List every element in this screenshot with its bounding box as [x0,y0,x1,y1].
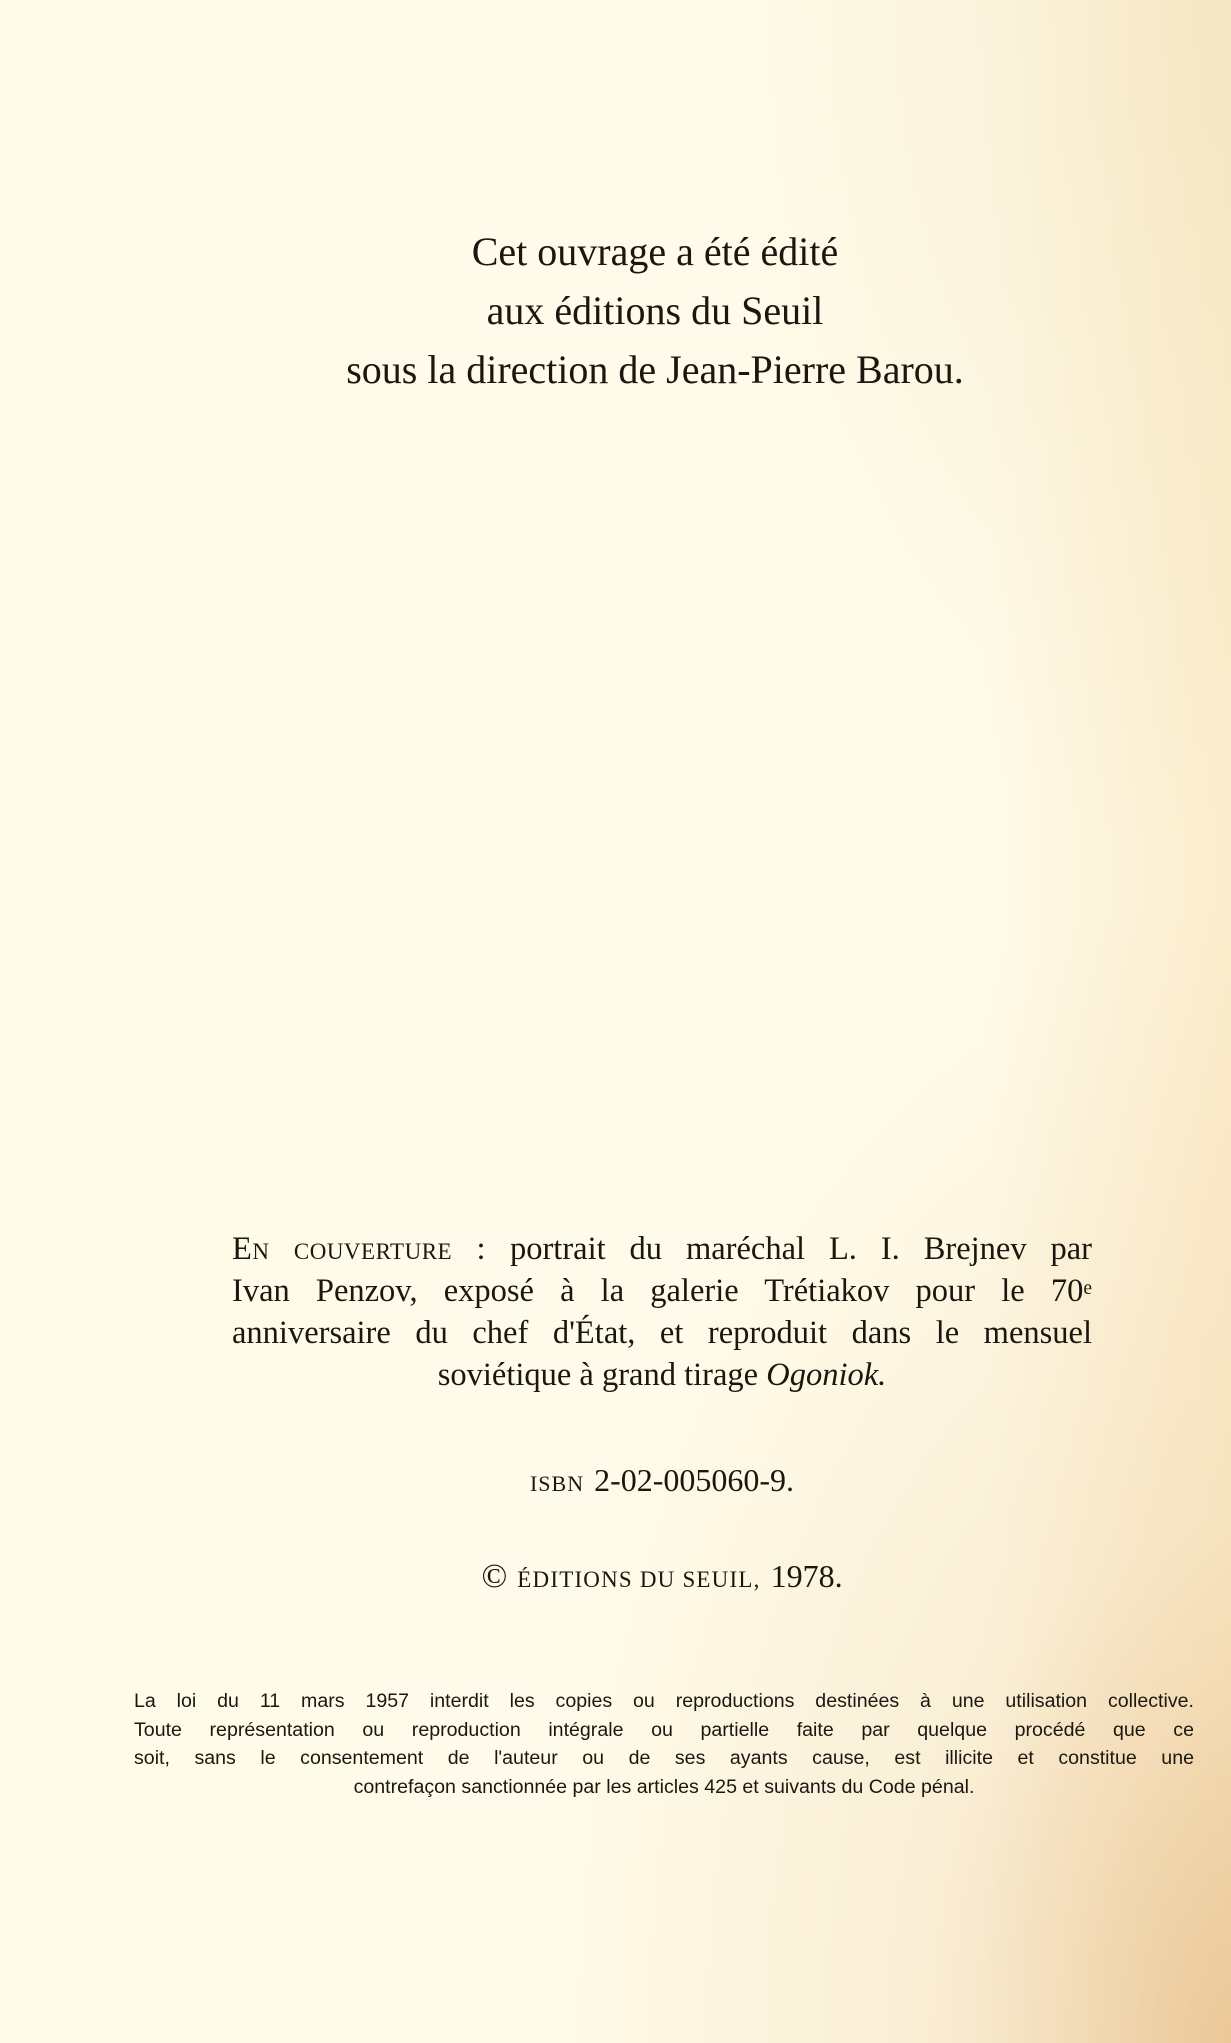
cover-label: En couverture : [232,1231,487,1267]
cover-line-1 [232,1228,1092,1270]
magazine-title: Ogoniok. [766,1357,887,1393]
legal-line-2: Toute représentation ou reproduction intégrale ou partielle faite par quelque procédé que ce [134,1718,1194,1741]
editorial-line-2: aux éditions du Seuil [486,288,824,333]
copyright-line [232,1556,1092,1600]
legal-line-3: soit, sans le consentement de l'auteur ou de ses ayants cause, est illicite et constitue une [134,1747,1194,1769]
isbn-value: 2-02-005060-9. [594,1462,795,1498]
copyright-symbol: © [481,1558,508,1595]
cover-line-2 [232,1270,1092,1312]
isbn-label: ISBN [529,1471,585,1496]
isbn-line [232,1460,1092,1504]
cover-line-4 [232,1354,1092,1396]
legal-notice [134,1687,1194,1801]
editorial-line-1: Cet ouvrage a été édité [471,229,839,274]
cover-credit [232,1228,1092,1396]
editorial-credit [260,222,1050,399]
legal-line-1: La loi du 11 mars 1957 interdit les copies ou reproductions destinées à une utilisation collective. [134,1690,1194,1712]
legal-line-4: contrefaçon sanctionnée par les articles 425 et suivants du Code pénal. [353,1775,975,1798]
cover-line-4-text: soviétique à grand tirage [437,1357,759,1393]
ordinal-superscript: e [1083,1278,1092,1300]
cover-line-2-text: Ivan Penzov, exposé à la galerie Trétiakov pour le 70 [232,1273,1084,1309]
cover-line-3: anniversaire du chef d'État, et reproduit dans le mensuel [232,1315,1092,1351]
cover-line-1-text: portrait du maréchal L. I. Brejnev par [509,1231,1092,1267]
copyright-publisher: ÉDITIONS DU SEUIL, [517,1567,761,1592]
editorial-line-3: sous la direction de Jean-Pierre Barou. [346,347,964,392]
copyright-year: 1978. [770,1558,843,1594]
